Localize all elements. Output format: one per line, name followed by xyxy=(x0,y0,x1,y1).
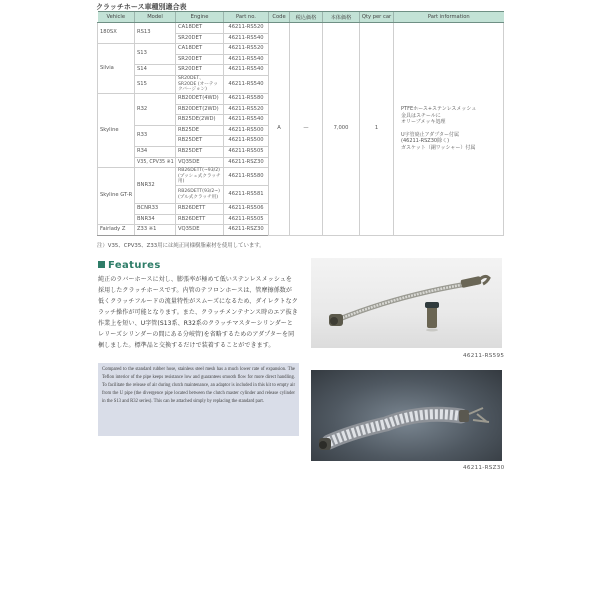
model-cell: R34 xyxy=(135,146,176,157)
vehicle-cell: Skyline GT-R xyxy=(98,168,135,225)
part-no-cell: 46211-RS520 xyxy=(224,104,269,115)
engine-cell: RB25DE(2WD) xyxy=(176,115,224,126)
clutch-hose-image xyxy=(311,258,502,348)
part-no-cell: 46211-RS581 xyxy=(224,186,269,204)
part-no-cell: 46211-RSZ30 xyxy=(224,225,269,236)
part-info-line: U字管廃止アダプター付属 xyxy=(401,131,459,138)
engine-cell: RB26DETT(93/2~) (プル式クラッチ用) xyxy=(176,186,224,204)
header-price-body: 本体価格 xyxy=(323,12,360,23)
model-cell: Z33 ※1 xyxy=(135,225,176,236)
model-cell: BNR32 xyxy=(135,168,176,204)
product-photo-rs595 xyxy=(311,258,502,348)
part-no-cell: 46211-RS540 xyxy=(224,33,269,44)
photo-caption: 46211-RS595 xyxy=(463,353,505,359)
price-body-cell: 7,000 xyxy=(323,23,360,236)
part-no-cell: 46211-RSZ30 xyxy=(224,157,269,168)
engine-cell: RB26DETT(~93/2) (プッシュ式クラッチ用) xyxy=(176,168,224,186)
vehicle-cell: 180SX xyxy=(98,23,135,44)
part-no-cell: 46211-RS580 xyxy=(224,168,269,186)
engine-cell: VQ35DE xyxy=(176,157,224,168)
model-cell: R33 xyxy=(135,125,176,146)
vehicle-cell: Fairlady Z xyxy=(98,225,135,236)
engine-cell: VQ35DE xyxy=(176,225,224,236)
price-incl-tax-cell: — xyxy=(290,23,323,236)
model-cell: V35, CPV35 ※1 xyxy=(135,157,176,168)
part-no-cell: 46211-RS540 xyxy=(224,65,269,76)
fitment-table xyxy=(97,11,504,236)
vehicle-cell: Silvia xyxy=(98,44,135,94)
engine-cell: RB25DE xyxy=(176,125,224,136)
model-cell: S13 xyxy=(135,44,176,65)
header-part-information: Part information xyxy=(394,12,504,23)
engine-cell: SR20DET、SR20DE (オーテックバージョン) xyxy=(176,75,224,93)
part-information-cell xyxy=(394,23,504,236)
engine-cell: RB26DETT xyxy=(176,204,224,215)
code-cell: A xyxy=(269,23,290,236)
part-no-cell: 46211-RS505 xyxy=(224,146,269,157)
engine-cell: RB25DET xyxy=(176,146,224,157)
header-part-no: Part no. xyxy=(224,12,269,23)
vehicle-cell: Skyline xyxy=(98,93,135,167)
part-no-cell: 46211-RS580 xyxy=(224,93,269,104)
header-code: Code xyxy=(269,12,290,23)
part-no-cell: 46211-RS500 xyxy=(224,136,269,147)
features-japanese-text: 純正のラバーホースに対し、膨張率が極めて低いステンレスメッシュを採用したクラッチホースです。内管のテフロンホースは、管摩擦係数が低くクラッチフルードの流量特性がスムーズになるため、ダイレクトなクラッチ操作が可能となります。また、クラッチメンテナンス時のエア抜き作業上を短い、U字管(S13系、R32系のクラッチマスターシリンダーとレリーズシリンダーの間にある分岐管)を省略するためのアダプターを同梱しました。標準品と交換するだけで装着することができます。 xyxy=(98,276,298,349)
header-engine: Engine xyxy=(176,12,224,23)
header-price-incl-tax: 税込価格 xyxy=(290,12,323,23)
part-no-cell: 46211-RS505 xyxy=(224,214,269,225)
table-header-row xyxy=(98,12,504,23)
engine-cell: RB25DET xyxy=(176,136,224,147)
clutch-hose-braided-image xyxy=(311,370,502,461)
product-photo-rsz30 xyxy=(311,370,502,461)
part-no-cell: 46211-RS506 xyxy=(224,204,269,215)
part-no-cell: 46211-RS500 xyxy=(224,125,269,136)
model-cell: R32 xyxy=(135,93,176,125)
engine-cell: SR20DET xyxy=(176,33,224,44)
part-no-cell: 46211-RS520 xyxy=(224,23,269,34)
header-model: Model xyxy=(135,12,176,23)
engine-cell: CA18DET xyxy=(176,23,224,34)
part-info-line: オリーブメッキ処理 xyxy=(401,119,446,126)
square-bullet-icon xyxy=(98,261,105,268)
engine-cell: RB26DETT xyxy=(176,214,224,225)
photo-caption: 46211-RSZ30 xyxy=(463,465,505,471)
model-cell: BNR34 xyxy=(135,214,176,225)
model-cell: RS13 xyxy=(135,23,176,44)
table-footnote: 注）V35、CPV35、Z33用には純正同様樹脂素材を使用しています。 xyxy=(97,243,265,249)
part-no-cell: 46211-RS540 xyxy=(224,75,269,93)
model-cell: S14 xyxy=(135,65,176,76)
page-title: クラッチホース車種別適合表 xyxy=(96,3,187,11)
engine-cell: SR20DET xyxy=(176,54,224,65)
features-english-box: Compared to the standard rubber hose, stainless steel mesh has a much lower rate of expansion. The Teflon interior of the pipe keeps resistance low and guarantees smooth flow for more direct handling. To facilitate the release of air during clutch maintenance, an adaptor is included in this kit to empty air from the U pipe (the divergence pipe located between the clutch master cylinder and release cylinder in the S13 and R32 series). This can be attached simply by replacing the standard part. xyxy=(98,363,299,436)
part-info-line: PTFEホース+ステンレスメッシュ xyxy=(401,106,477,113)
header-qty-per-car: Qty per car xyxy=(360,12,394,23)
part-no-cell: 46211-RS540 xyxy=(224,115,269,126)
engine-cell: RB20DET(2WD) xyxy=(176,104,224,115)
qty-per-car-cell: 1 xyxy=(360,23,394,236)
header-vehicle: Vehicle xyxy=(98,12,135,23)
part-info-line: (46211-RSZ30除く) xyxy=(401,138,450,145)
model-cell: BCNR33 xyxy=(135,204,176,215)
features-heading xyxy=(98,260,161,271)
engine-cell: RB20DET(4WD) xyxy=(176,93,224,104)
engine-cell: SR20DET xyxy=(176,65,224,76)
part-no-cell: 46211-RS520 xyxy=(224,44,269,55)
table-row xyxy=(98,23,504,34)
part-no-cell: 46211-RS540 xyxy=(224,54,269,65)
part-info-line: ガスケット（銅ワッシャー）付属 xyxy=(401,144,476,151)
part-info-line: 金具はスチールに xyxy=(401,112,441,119)
features-heading-text: Features xyxy=(108,260,161,271)
engine-cell: CA18DET xyxy=(176,44,224,55)
model-cell: S15 xyxy=(135,75,176,93)
